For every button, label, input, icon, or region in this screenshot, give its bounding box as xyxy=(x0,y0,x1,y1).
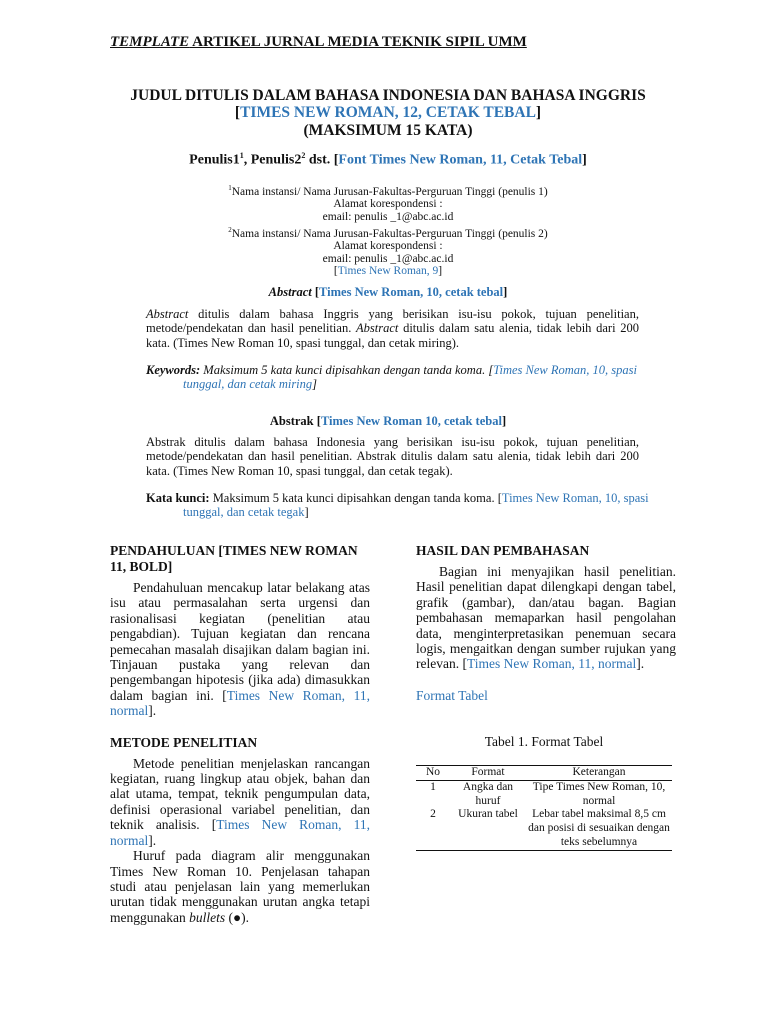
abstract-paragraph xyxy=(146,307,639,350)
table-caption: Tabel 1. Format Tabel xyxy=(484,734,604,749)
format-table xyxy=(416,765,672,851)
keywords-label: Keywords: xyxy=(146,363,201,377)
metode-text-end: (●). xyxy=(225,909,250,925)
hasil-note: Times New Roman, 11, normal xyxy=(466,656,637,672)
pendahuluan-paragraph: Pendahuluan mencakup latar belakang atas isu atau permasalahan serta urgensi dan rasionalisasi kegiatan (penelitian atau pengabdian). Tujuan kegiatan dan rencana pemecahan masalah disajikan dalam bagian ini. Tinjauan pustaka yang relevan dan pengembangan hipotesis (jika ada) dimasukkan dalam bagian ini. [Times New Roman, 11, normal]. xyxy=(110,580,370,719)
kata-kunci-note: Times New Roman, 10, spasi tunggal, dan cetak tegak xyxy=(183,491,649,520)
hasil-paragraph: Bagian ini menyajikan hasil penelitian. Hasil penelitian dapat dilengkapi dengan tabel, grafik (gambar), dan/atau bagan. Bagian pembahasan memaparkan hasil pengolahan data, menginterpretasikan penemuan secara logis, mengaitkan dengan sumber rujukan yang relevan. [Times New Roman, 11, normal]. xyxy=(416,564,676,672)
left-column xyxy=(110,543,370,925)
keywords-text: Maksimum 5 kata kunci dipisahkan dengan tanda koma. xyxy=(200,363,489,377)
section-heading-hasil: HASIL DAN PEMBAHASAN xyxy=(416,543,590,558)
title-max-words: (MAKSIMUM 15 KATA) xyxy=(303,122,473,139)
affiliation-2-text: Nama instansi/ Nama Jurusan-Fakultas-Perguruan Tinggi (penulis 2) xyxy=(231,227,548,240)
template-word: TEMPLATE xyxy=(110,34,190,50)
abstrak-heading: Abstrak [Times New Roman 10, cetak tebal] xyxy=(269,414,507,428)
table-header-keterangan: Keterangan xyxy=(526,766,672,781)
section-heading-pendahuluan: PENDAHULUAN [TIMES NEW ROMAN 11, BOLD] xyxy=(110,543,358,574)
author-1-sup: 1 xyxy=(239,151,244,160)
email-2: email: penulis _1@abc.ac.id xyxy=(322,252,454,265)
abstract-text-1: ditulis dalam bahasa Inggris yang berisikan isu-isu pokok, tujuan penelitian, metode/pendekatan dan hasil penelitian. xyxy=(146,307,639,336)
metode-note: Times New Roman, 11, normal xyxy=(110,817,370,848)
table-cell: Angka dan huruf xyxy=(462,780,514,807)
right-column xyxy=(416,543,676,703)
article-title: JUDUL DITULIS DALAM BAHASA INDONESIA DAN BAHASA INGGRIS xyxy=(130,87,646,104)
author-2: Penulis2 xyxy=(250,152,302,168)
keywords: Keywords: Maksimum 5 kata kunci dipisahkan dengan tanda koma. [Times New Roman, 10, spasi tunggal, dan cetak miring] xyxy=(146,363,637,392)
affiliation-1 xyxy=(110,182,666,198)
abstract-word-1: Abstract xyxy=(146,307,189,321)
author-line: $Penulis1^1$, $Penulis2^2$ dst. [Font Times New Roman, 11, Cetak Tebal] xyxy=(189,151,587,168)
pendahuluan-text: Pendahuluan mencakup latar belakang atas isu atau permasalahan serta urgensi dan rasionalisasi kegiatan (penelitian atau pengabdian). Tujuan kegiatan dan rencana pemecahan masalah disajikan dalam bagian ini. Tinjauan pustaka yang relevan dan pengembangan hipotesis (jika ada) dimasukkan dalam bagian ini. xyxy=(110,580,370,703)
abstract-heading-text: Abstract xyxy=(268,285,312,299)
metode-bullets-word: bullets xyxy=(189,909,226,925)
affiliation-1-sup: 1 xyxy=(228,184,232,192)
author-2-sup: 2 xyxy=(301,151,306,160)
table-header-row xyxy=(416,766,672,781)
title-format-note: [TIMES NEW ROMAN, 12, CETAK TEBAL] xyxy=(234,104,542,121)
email-1: email: penulis _1@abc.ac.id xyxy=(322,211,454,224)
format-tabel-subheading: Format Tabel xyxy=(416,687,488,703)
affiliations xyxy=(110,182,666,278)
table-cell: 2 xyxy=(416,808,450,850)
keywords-note: Times New Roman, 10, spasi tunggal, dan cetak miring xyxy=(183,363,637,392)
metode-paragraph-2 xyxy=(110,848,370,925)
correspondence-2: Alamat korespondensi : xyxy=(333,240,443,253)
affiliation-note-text: Times New Roman, 9 xyxy=(337,265,439,278)
abstract-text-2: ditulis dalam satu alenia, tidak lebih dari 200 kata. (Times New Roman 10, spasi tunggal, dan cetak miring). xyxy=(146,321,640,350)
affiliation-2-sup: 2 xyxy=(228,225,232,234)
table-cell: Lebar tabel maksimal 8,5 cm dan posisi di sesuaikan dengan teks sebelumnya xyxy=(526,808,672,850)
table-row xyxy=(416,808,672,850)
abstrak-paragraph: Abstrak ditulis dalam bahasa Indonesia yang berisikan isu-isu pokok, tujuan penelitian, metode/pendekatan dan hasil penelitian. Abstrak ditulis dalam satu alenia, tidak lebih dari 200 kata. (Times New Roman 10, spasi tunggal, dan cetak tegak). xyxy=(146,435,639,478)
author-format-note: Font Times New Roman, 11, Cetak Tebal xyxy=(338,152,583,168)
author-dst: dst. xyxy=(305,152,334,168)
table-row xyxy=(416,780,672,808)
metode-text-1: Metode penelitian menjelaskan rancangan kegiatan, ruang lingkup atau objek, bahan dan alat utama, tempat, teknik pengumpulan data, definisi operasional variabel penelitian, dan teknik analisis. xyxy=(110,755,370,833)
affiliation-1-text: Nama instansi/ Nama Jurusan-Fakultas-Perguruan Tinggi (penulis 1) xyxy=(231,185,548,198)
author-1: Penulis1 xyxy=(189,152,240,168)
table-header-format: Format xyxy=(450,766,526,781)
table-cell: 1 xyxy=(430,780,436,793)
kata-kunci: Kata kunci: Maksimum 5 kata kunci dipisahkan dengan tanda koma. [Times New Roman, 10, spasi tunggal, dan cetak tegak] xyxy=(146,491,649,520)
running-header-text: ARTIKEL JURNAL MEDIA TEKNIK SIPIL UMM xyxy=(189,34,527,50)
abstract-heading: Abstract [Times New Roman, 10, cetak tebal] xyxy=(268,285,508,299)
title-note-text: TIMES NEW ROMAN, 12, CETAK TEBAL xyxy=(240,104,536,121)
correspondence-1: Alamat korespondensi : xyxy=(333,198,443,211)
kata-kunci-label: Kata kunci: xyxy=(146,491,210,505)
section-heading-metode: METODE PENELITIAN xyxy=(110,734,258,750)
running-header xyxy=(110,34,527,51)
abstract-heading-note: Times New Roman, 10, cetak tebal xyxy=(319,285,504,299)
table-cell: Tipe Times New Roman, 10, normal xyxy=(532,780,666,807)
table-cell: Ukuran tabel xyxy=(450,808,526,850)
affiliation-2 xyxy=(110,224,666,240)
affiliation-format-note: [Times New Roman, 9] xyxy=(333,265,443,278)
metode-paragraph-1: Metode penelitian menjelaskan rancangan kegiatan, ruang lingkup atau objek, bahan dan alat utama, tempat, teknik pengumpulan data, definisi operasional variabel penelitian, dan teknik analisis. [Times New Roman, 11, normal]. xyxy=(110,755,370,848)
abstrak-heading-note: Times New Roman 10, cetak tebal xyxy=(320,414,502,428)
table-header-no: No xyxy=(416,766,450,781)
abstract-word-2: Abstract xyxy=(356,321,399,336)
metode-text-2: Huruf pada diagram alir menggunakan Times New Roman 10. Penjelasan tahapan studi atau penjelasan lain yang memerlukan urutan tidak menggunakan urutan angka tetapi menggunakan xyxy=(110,848,370,925)
abstrak-heading-text: Abstrak xyxy=(269,414,314,428)
kata-kunci-text: Maksimum 5 kata kunci dipisahkan dengan tanda koma. xyxy=(209,491,498,505)
pendahuluan-note: Times New Roman, 11, normal xyxy=(110,687,370,719)
hasil-text: Bagian ini menyajikan hasil penelitian. Hasil penelitian dapat dilengkapi dengan tabel, grafik (gambar), dan/atau bagan. Bagian pembahasan memaparkan hasil pengolahan data, menginterpretasikan penemuan secara logis, mengaitkan dengan sumber rujukan yang relevan. xyxy=(416,564,676,672)
